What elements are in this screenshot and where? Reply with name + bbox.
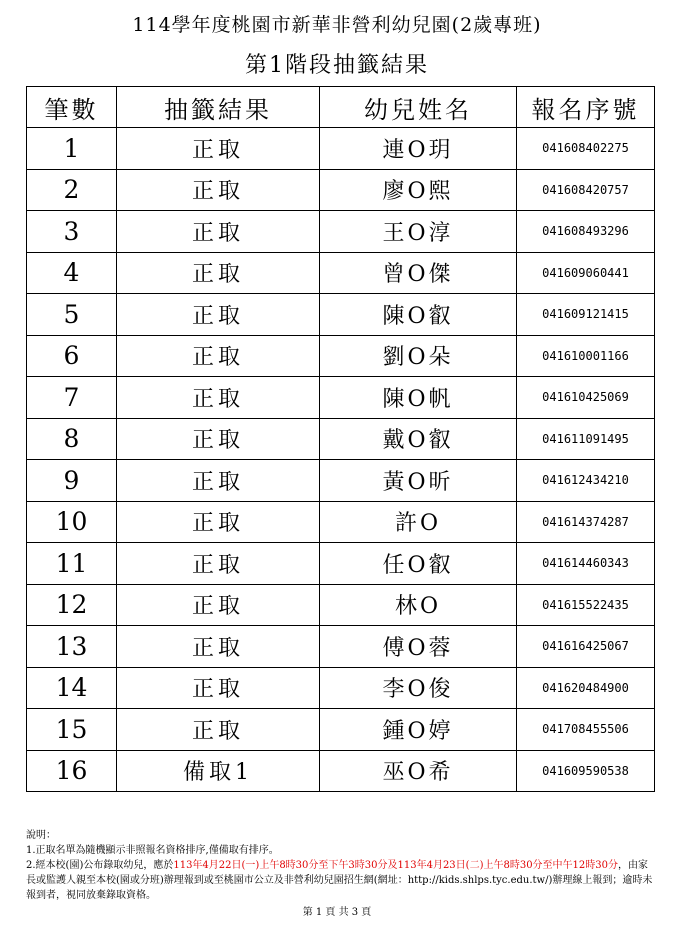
notes-line-2-text-a: 2.經本校(園)公布錄取幼兒，應於 bbox=[26, 860, 174, 871]
row-registration-no: 041708455506 bbox=[517, 709, 655, 751]
row-registration-no: 041608420757 bbox=[517, 169, 655, 211]
header-child-name: 幼兒姓名 bbox=[320, 87, 517, 128]
row-result: 正取 bbox=[117, 252, 320, 294]
table-row bbox=[27, 335, 655, 377]
row-number: 5 bbox=[27, 294, 117, 336]
row-number: 1 bbox=[27, 128, 117, 170]
row-registration-no: 041620484900 bbox=[517, 667, 655, 709]
document-subtitle: 第1階段抽籤結果 bbox=[245, 53, 429, 78]
notes-line-2-deadline: 113年4月22日(一)上午8時30分至下午3時30分及113年4月23日(二)上午8時30分至中午12時30分 bbox=[173, 860, 619, 871]
notes-line-2 bbox=[26, 858, 656, 903]
row-registration-no: 041616425067 bbox=[517, 626, 655, 668]
row-result: 正取 bbox=[117, 294, 320, 336]
table-row bbox=[27, 626, 655, 668]
row-number: 13 bbox=[27, 626, 117, 668]
row-child-name: 許O bbox=[320, 501, 517, 543]
row-child-name: 廖O熙 bbox=[320, 169, 517, 211]
row-result: 正取 bbox=[117, 584, 320, 626]
lottery-results-table bbox=[26, 86, 655, 792]
table-row bbox=[27, 169, 655, 211]
notes-line-1: 1.正取名單為隨機顯示非照報名資格排序,僅備取有排序。 bbox=[26, 845, 279, 856]
row-registration-no: 041608493296 bbox=[517, 211, 655, 253]
table-row bbox=[27, 128, 655, 170]
table-row bbox=[27, 750, 655, 792]
row-result: 正取 bbox=[117, 169, 320, 211]
row-result: 正取 bbox=[117, 377, 320, 419]
row-child-name: 劉O朵 bbox=[320, 335, 517, 377]
row-result: 正取 bbox=[117, 335, 320, 377]
row-child-name: 鍾O婷 bbox=[320, 709, 517, 751]
row-number: 2 bbox=[27, 169, 117, 211]
row-result: 正取 bbox=[117, 709, 320, 751]
row-child-name: 戴O叡 bbox=[320, 418, 517, 460]
table-row bbox=[27, 501, 655, 543]
row-child-name: 陳O叡 bbox=[320, 294, 517, 336]
table-row bbox=[27, 709, 655, 751]
row-registration-no: 041609590538 bbox=[517, 750, 655, 792]
row-number: 14 bbox=[27, 667, 117, 709]
row-child-name: 李O俊 bbox=[320, 667, 517, 709]
row-registration-no: 041608402275 bbox=[517, 128, 655, 170]
row-child-name: 王O淳 bbox=[320, 211, 517, 253]
row-child-name: 曾O傑 bbox=[320, 252, 517, 294]
row-number: 12 bbox=[27, 584, 117, 626]
document-title: 114學年度桃園市新華非營利幼兒園(2歲專班) bbox=[132, 14, 542, 36]
row-registration-no: 041612434210 bbox=[517, 460, 655, 502]
row-result: 備取1 bbox=[117, 750, 320, 792]
table-row bbox=[27, 294, 655, 336]
notes-section bbox=[26, 828, 656, 903]
row-result: 正取 bbox=[117, 667, 320, 709]
row-number: 3 bbox=[27, 211, 117, 253]
row-child-name: 連O玥 bbox=[320, 128, 517, 170]
row-result: 正取 bbox=[117, 460, 320, 502]
table-row bbox=[27, 584, 655, 626]
page-number: 第 1 頁 共 3 頁 bbox=[302, 907, 372, 918]
row-result: 正取 bbox=[117, 626, 320, 668]
row-child-name: 巫O希 bbox=[320, 750, 517, 792]
row-registration-no: 041611091495 bbox=[517, 418, 655, 460]
header-result: 抽籤結果 bbox=[117, 87, 320, 128]
table-header-row bbox=[27, 87, 655, 128]
table-row bbox=[27, 667, 655, 709]
row-result: 正取 bbox=[117, 211, 320, 253]
row-registration-no: 041610001166 bbox=[517, 335, 655, 377]
row-registration-no: 041609121415 bbox=[517, 294, 655, 336]
row-child-name: 任O叡 bbox=[320, 543, 517, 585]
row-number: 11 bbox=[27, 543, 117, 585]
row-number: 8 bbox=[27, 418, 117, 460]
table-row bbox=[27, 543, 655, 585]
row-child-name: 林O bbox=[320, 584, 517, 626]
row-number: 4 bbox=[27, 252, 117, 294]
notes-heading: 說明： bbox=[26, 830, 56, 841]
row-child-name: 陳O帆 bbox=[320, 377, 517, 419]
row-result: 正取 bbox=[117, 418, 320, 460]
row-registration-no: 041614374287 bbox=[517, 501, 655, 543]
row-child-name: 傅O蓉 bbox=[320, 626, 517, 668]
row-number: 10 bbox=[27, 501, 117, 543]
row-number: 9 bbox=[27, 460, 117, 502]
row-result: 正取 bbox=[117, 543, 320, 585]
header-count: 筆數 bbox=[27, 87, 117, 128]
row-result: 正取 bbox=[117, 501, 320, 543]
row-registration-no: 041615522435 bbox=[517, 584, 655, 626]
table-row bbox=[27, 418, 655, 460]
header-registration-no: 報名序號 bbox=[517, 87, 655, 128]
table-row bbox=[27, 252, 655, 294]
row-child-name: 黃O昕 bbox=[320, 460, 517, 502]
row-number: 16 bbox=[27, 750, 117, 792]
row-registration-no: 041610425069 bbox=[517, 377, 655, 419]
table-row bbox=[27, 460, 655, 502]
row-registration-no: 041614460343 bbox=[517, 543, 655, 585]
row-number: 7 bbox=[27, 377, 117, 419]
row-result: 正取 bbox=[117, 128, 320, 170]
notes-line-2-text-b: ，由家長或監護人親至本校(園或分班)辦理報到或至桃園市公立及非營利幼兒園招生網(網址：http://kids.shlps.tyc.edu.tw/)辦理線上報到；逾時未報到者，視同放棄錄取資格。 bbox=[26, 860, 653, 901]
row-registration-no: 041609060441 bbox=[517, 252, 655, 294]
table-row bbox=[27, 211, 655, 253]
row-number: 6 bbox=[27, 335, 117, 377]
table-row bbox=[27, 377, 655, 419]
row-number: 15 bbox=[27, 709, 117, 751]
